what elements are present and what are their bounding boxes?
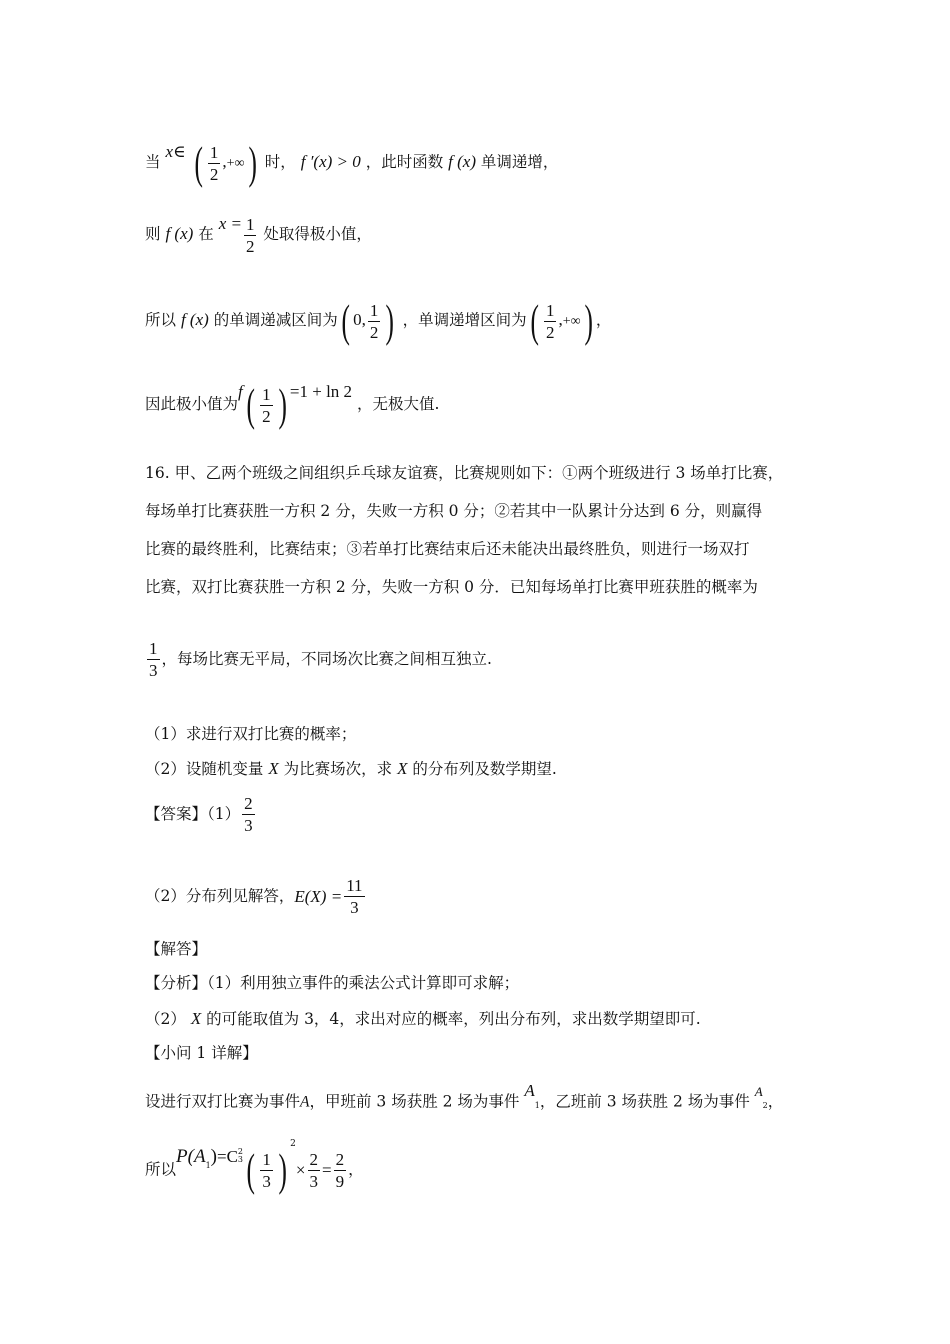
subscript: 1 — [205, 1161, 211, 1170]
math-infinity: +∞ — [562, 314, 581, 329]
text: 设进行双打比赛为事件 — [145, 1092, 301, 1111]
text: 的可能取值为 3，4，求出对应的概率，列出分布列，求出数学期望即可. — [206, 1010, 701, 1028]
text: 处取得极小值， — [263, 225, 372, 243]
math-expr: f (x) — [165, 224, 194, 243]
math-X: X — [268, 759, 279, 778]
text-line: 每场单打比赛获胜一方积 2 分，失败一方积 0 分；②若其中一队累计分达到 6 分，则赢得 — [145, 502, 763, 520]
text-line — [145, 295, 612, 346]
text-line: 16. 甲、乙两个班级之间组织乒乓球友谊赛，比赛规则如下：①两个班级进行 3 场单打比赛， — [145, 464, 784, 482]
math-expr: f ′(x) > 0 — [300, 152, 361, 171]
text: ， — [595, 311, 612, 329]
text-line: 比赛的最终胜利，比赛结束；③若单打比赛结束后还未能决出最终胜负，则进行一场双打 — [145, 540, 750, 558]
text-line — [145, 640, 492, 679]
math-C: =C — [216, 1147, 238, 1166]
text: ，甲班前 3 场获胜 2 场为事件 — [309, 1092, 520, 1111]
text-line — [145, 1010, 701, 1028]
text-line — [145, 877, 367, 916]
text: ，乙班前 3 场获胜 2 场为事件 — [539, 1092, 750, 1111]
subscript: 2 — [762, 1101, 768, 1111]
left-paren: ( — [193, 137, 203, 188]
fraction: $\frac{2}{3}$ — [244, 794, 253, 835]
section-heading: 【小问 1 详解】 — [145, 1044, 258, 1062]
math-infinity: +∞ — [226, 156, 245, 171]
text: ，每场比赛无平局，不同场次比赛之间相互独立. — [161, 649, 492, 668]
math-expr: x = — [218, 214, 242, 233]
text: 时， — [264, 153, 296, 171]
left-paren: ( — [246, 379, 255, 430]
text: 【答案】（1） — [145, 804, 241, 823]
math-expr: =1 + ln 2 — [289, 382, 353, 401]
text: 当 — [145, 153, 161, 171]
text: （2）设随机变量 — [145, 760, 264, 778]
math-paren: ) — [210, 1146, 217, 1167]
subscript: 1 — [534, 1101, 540, 1111]
text: ，此时函数 — [365, 153, 444, 171]
math-x: x — [165, 142, 173, 161]
text: 的分布列及数学期望. — [412, 760, 557, 778]
math-times: × — [295, 1160, 306, 1180]
text: （2） — [145, 1010, 186, 1028]
math-X: X — [397, 759, 408, 778]
text: 所以 — [145, 311, 177, 329]
fraction: $\frac{1}{2}$ — [245, 214, 255, 256]
math-X: X — [190, 1009, 202, 1028]
text: 因此极小值为 — [145, 395, 239, 413]
text: 为比赛场次，求 — [283, 760, 393, 778]
math-eq: = — [322, 1160, 332, 1180]
right-paren: ) — [247, 137, 257, 188]
text: 所以 — [145, 1160, 177, 1179]
section-heading: 【解答】 — [145, 940, 208, 958]
right-paren: ) — [385, 295, 395, 346]
math-A2: A — [754, 1084, 763, 1099]
text-line: 比赛，双打比赛获胜一方积 2 分，失败一方积 0 分．已知每场单打比赛甲班获胜的概率为 — [145, 578, 758, 596]
left-paren: ( — [341, 295, 350, 346]
fraction: $\frac{11}{3}$ — [346, 876, 363, 917]
text-line — [145, 379, 440, 430]
text-line — [145, 1082, 783, 1110]
left-paren: ( — [246, 1144, 255, 1195]
fraction: $\frac{1}{3}$ — [149, 639, 158, 680]
text: 则 — [145, 225, 161, 243]
text: ，单调递增区间为 — [402, 311, 527, 329]
math-expr: E(X) = — [294, 887, 343, 906]
fraction: $\frac{2}{3}$ — [309, 1149, 318, 1191]
fraction: $\frac{1}{2}$ — [545, 300, 555, 342]
math-comma: , — [558, 310, 563, 329]
math-comma: , — [222, 152, 227, 171]
fraction: $\frac{1}{2}$ — [209, 142, 219, 184]
math-zero: 0, — [353, 310, 366, 329]
left-paren: ( — [530, 295, 539, 346]
text-line: （1）求进行双打比赛的概率； — [145, 725, 357, 743]
fraction: $\frac{2}{9}$ — [335, 1149, 345, 1191]
text-line — [145, 215, 372, 255]
right-paren: ) — [278, 1144, 287, 1195]
text: （2）分布列见解答， — [145, 886, 295, 905]
text-line — [145, 137, 559, 188]
text: ， — [348, 1160, 364, 1179]
text: 单调递增， — [480, 153, 559, 171]
text-line — [145, 760, 557, 778]
fraction: $\frac{1}{2}$ — [262, 384, 271, 426]
fraction: $\frac{1}{3}$ — [262, 1149, 271, 1191]
text-line: 【分析】（1）利用独立事件的乘法公式计算即可求解； — [145, 974, 520, 992]
superscript: 2 — [290, 1139, 296, 1149]
math-expr: f (x) — [448, 152, 476, 171]
text-line — [145, 795, 257, 834]
math-A1: A — [524, 1081, 535, 1100]
right-paren: ) — [278, 379, 287, 430]
fraction: $\frac{1}{2}$ — [369, 300, 379, 342]
math-A: A — [300, 1093, 310, 1111]
math-f: f — [238, 382, 243, 401]
math-P: P(A — [176, 1146, 206, 1167]
text: ， — [767, 1092, 784, 1111]
combination-indices: 2 3 — [237, 1147, 244, 1164]
text: 在 — [198, 225, 214, 243]
math-expr: f (x) — [180, 310, 209, 329]
text-line — [145, 1140, 364, 1193]
math-in: ∈ — [173, 142, 186, 161]
text: ，无极大值. — [357, 395, 440, 413]
right-paren: ) — [584, 295, 593, 346]
text: 的单调递减区间为 — [213, 311, 338, 329]
